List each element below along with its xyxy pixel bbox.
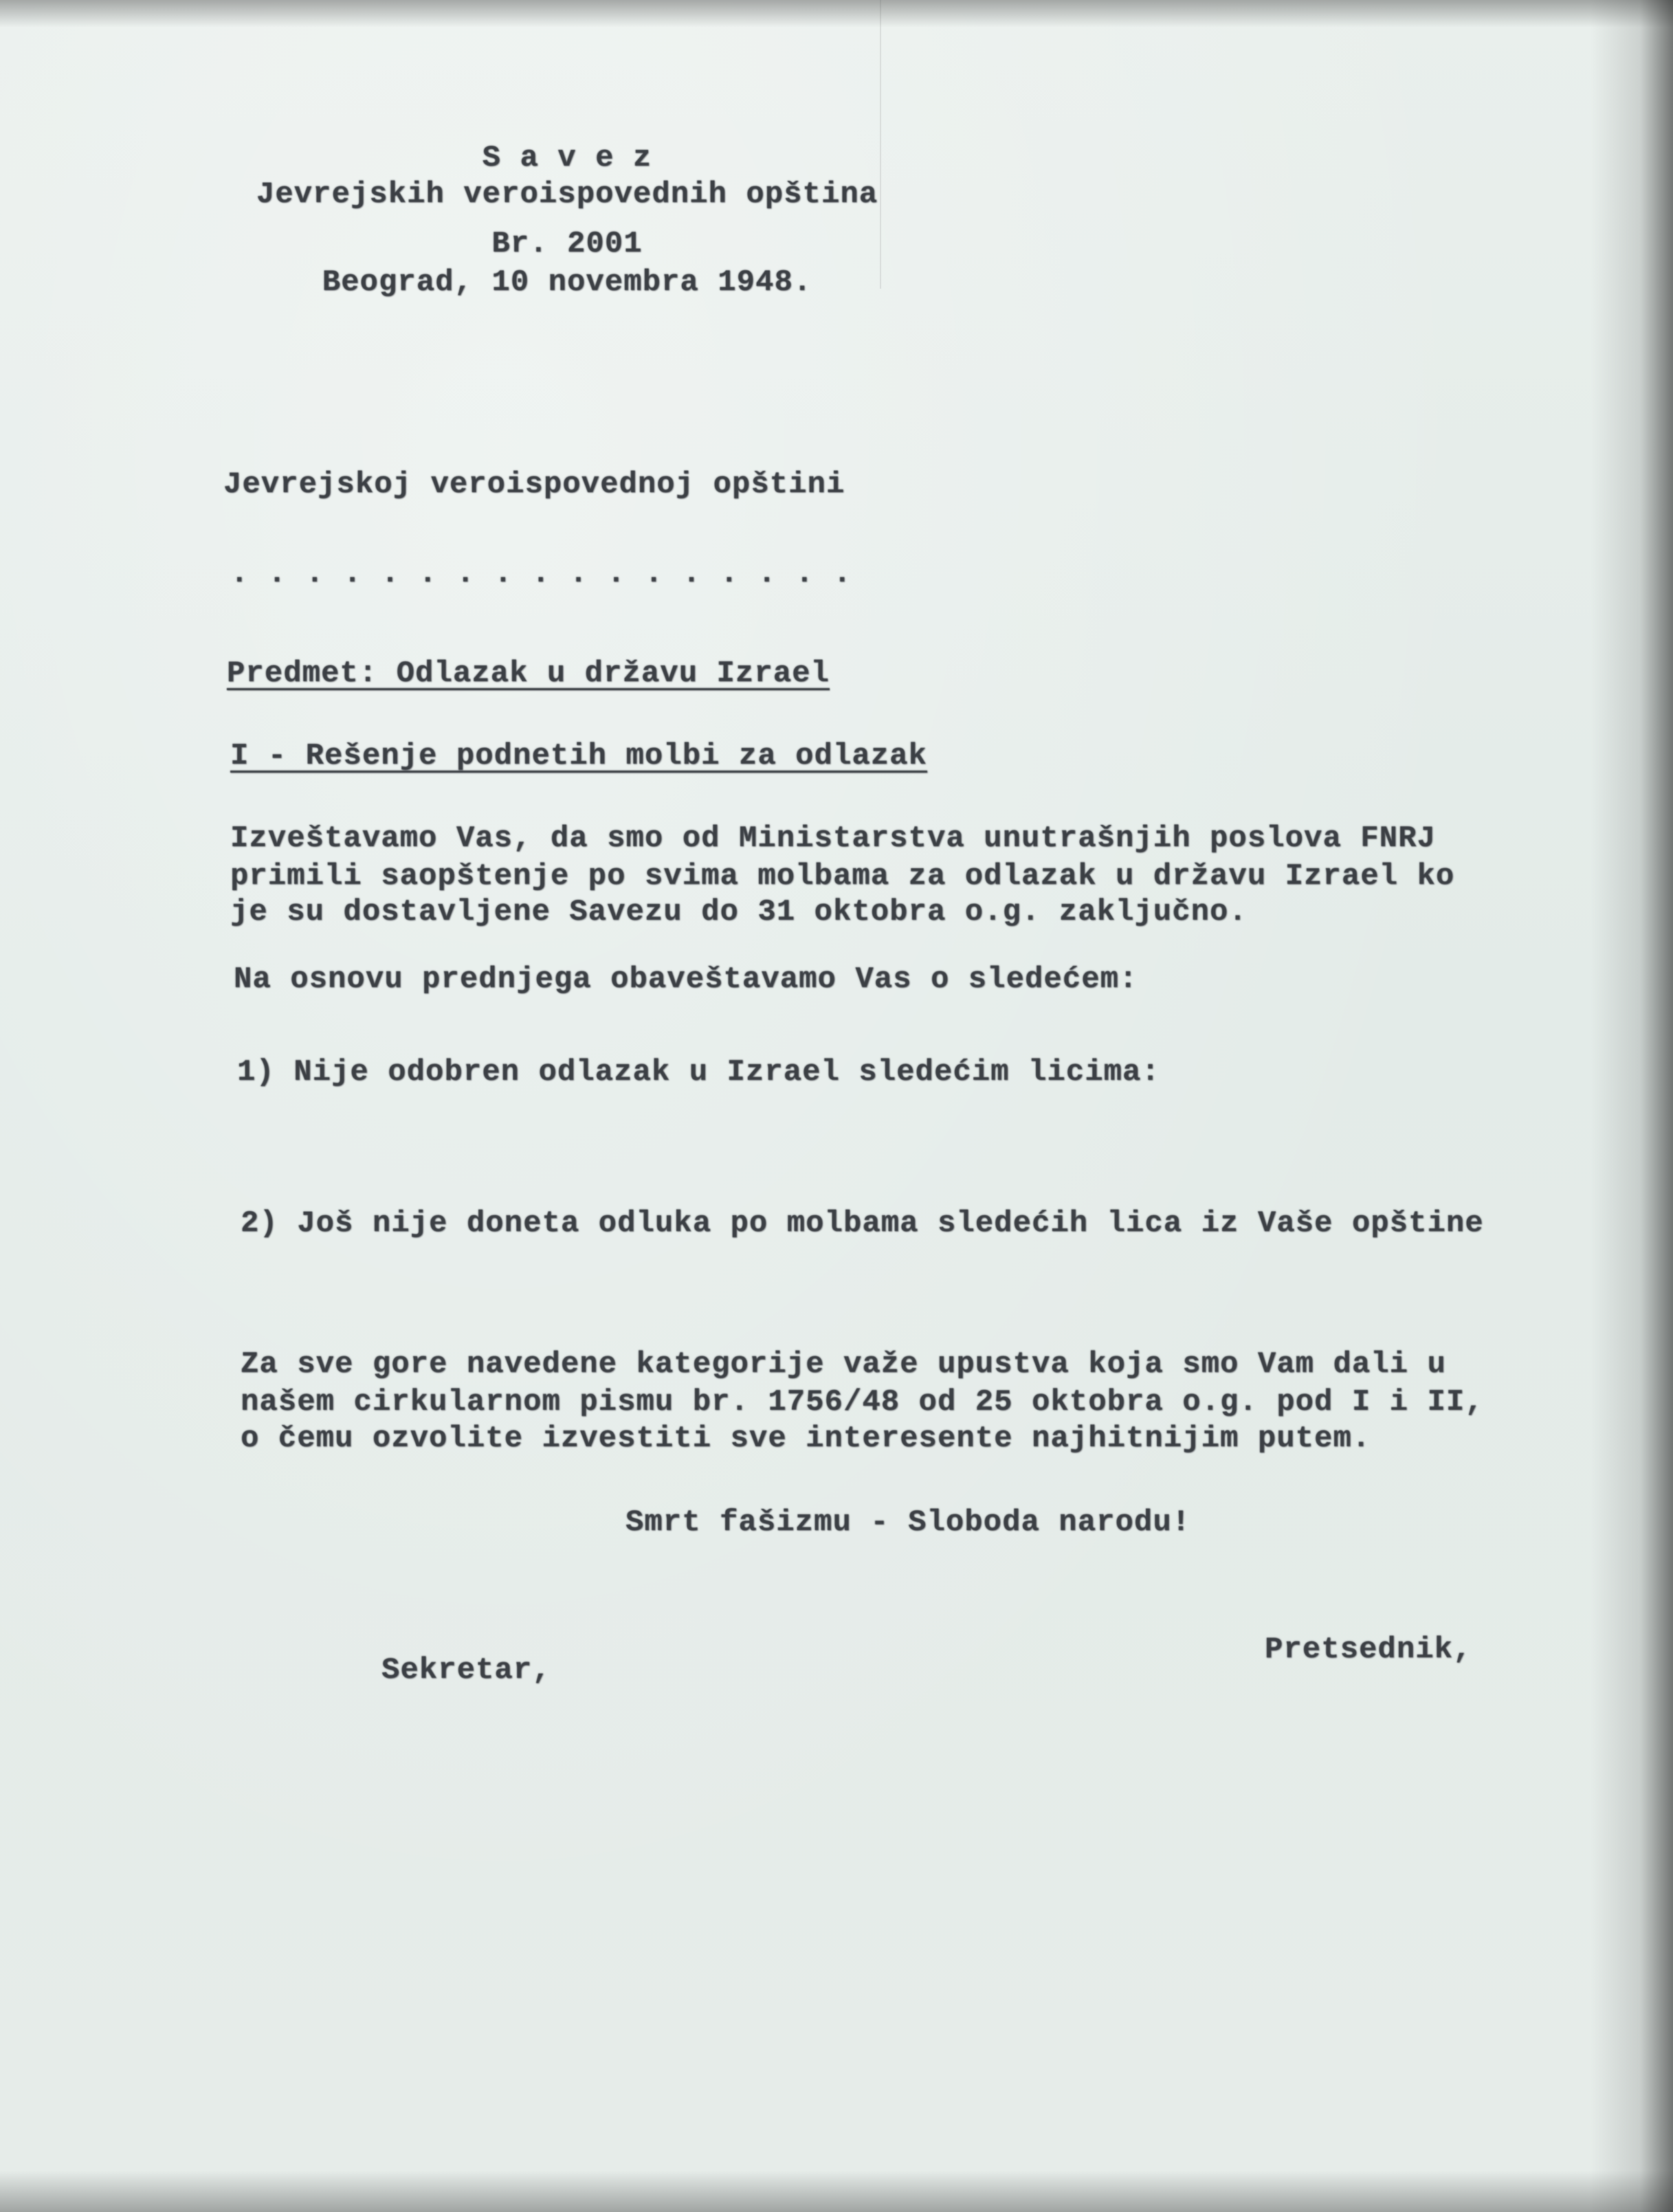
recipient-placeholder-dots: . . . . . . . . . . . . . . . . . bbox=[230, 557, 852, 591]
recipient-line: Jevrejskoj veroispovednoj opštini bbox=[223, 467, 845, 502]
president-signature-label: Pretsednik, bbox=[1265, 1633, 1472, 1667]
list-item-1: 1) Nije odobren odlazak u Izrael sledećim licima: bbox=[237, 1055, 1160, 1090]
body-paragraph-2: Na osnovu prednjega obaveštavamo Vas o sledećem: bbox=[234, 962, 1138, 997]
body-paragraph-3-line-2: našem cirkularnom pismu br. 1756/48 od 25 oktobra o.g. pod I i II, bbox=[241, 1385, 1484, 1419]
org-name-line1: S a v e z bbox=[482, 141, 652, 175]
document-number: Br. 2001 bbox=[491, 227, 643, 261]
scan-edge-top bbox=[0, 0, 1673, 27]
list-item-2: 2) Još nije doneta odluka po molbama sledećih lica iz Vaše opštine bbox=[241, 1206, 1484, 1241]
secretary-signature-label: Sekretar, bbox=[381, 1653, 551, 1688]
body-paragraph-1-line-3: je su dostavljene Savezu do 31 oktobra o.g. zaključno. bbox=[230, 895, 1248, 929]
body-paragraph-1-line-1: Izveštavamo Vas, da smo od Ministarstva unutrašnjih poslova FNRJ bbox=[230, 821, 1436, 856]
scan-edge-right bbox=[1591, 0, 1673, 2212]
body-paragraph-3-line-3: o čemu ozvolite izvestiti sve interesente najhitnijim putem. bbox=[241, 1422, 1371, 1456]
place-and-date: Beograd, 10 novembra 1948. bbox=[322, 265, 812, 300]
section-heading: I - Rešenje podnetih molbi za odlazak bbox=[230, 739, 927, 773]
scan-edge-bottom bbox=[0, 2171, 1673, 2212]
subject-line: Predmet: Odlazak u državu Izrael bbox=[227, 656, 830, 691]
closing-slogan: Smrt fašizmu - Sloboda narodu! bbox=[625, 1505, 1191, 1540]
org-name-line2: Jevrejskih veroispovednih opština bbox=[256, 177, 878, 212]
body-paragraph-1-line-2: primili saopštenje po svima molbama za odlazak u državu Izrael ko bbox=[230, 859, 1455, 894]
body-paragraph-3-line-1: Za sve gore navedene kategorije važe upustva koja smo Vam dali u bbox=[241, 1347, 1446, 1382]
